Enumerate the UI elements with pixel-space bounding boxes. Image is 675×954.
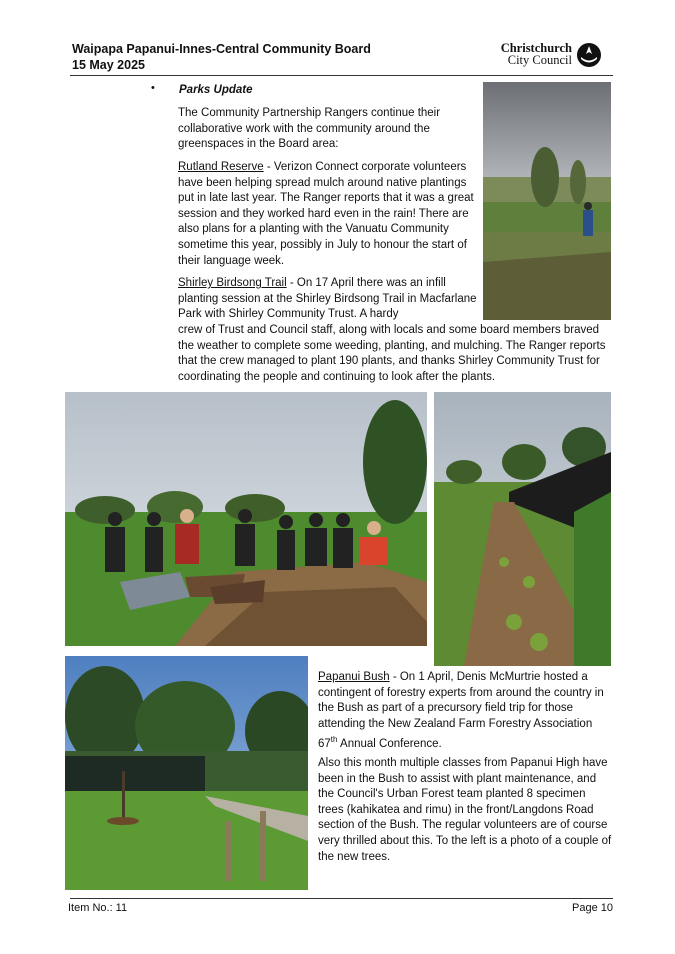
volunteers-group-photo xyxy=(65,392,427,646)
shirley-paragraph-continued: crew of Trust and Council staff, along with locals and some board members braved the weather to complete some weeding, planting, and mulching. The Ranger reports that the crew managed to plant 190 plants, and thanks Shirley Community Trust for coordinating the people and continuing to look after the plants. xyxy=(178,324,606,383)
header-title-block xyxy=(72,41,432,73)
papanui-title: Papanui Bush xyxy=(318,671,390,683)
intro-paragraph: The Community Partnership Rangers continue their collaborative work with the community around the greenspaces in the Board area: xyxy=(178,107,441,151)
papanui-text-post: Annual Conference. xyxy=(337,738,442,751)
board-name: Waipapa Papanui-Innes-Central Community Board xyxy=(72,42,371,56)
section-heading: Parks Update xyxy=(179,84,253,96)
header-rule xyxy=(70,75,613,76)
birdsong-trail-photo xyxy=(434,392,611,666)
papanui-paragraph-2: Also this month multiple classes from Papanui High have been in the Bush to assist with plant maintenance, and the Council's Urban Forest team planted 8 specimen trees (kahikatea and rimu) in the front/Langdons Road section of the Bush. The regular volunteers are of course very thrilled about this. To the left is a photo of a couple of the new trees. xyxy=(318,757,612,863)
footer-rule xyxy=(70,898,613,899)
rutland-text: - Verizon Connect corporate volunteers have been helping spread mulch around native plantings put in late last year. The Ranger reports that it was a great session and they worked hard even in the rain! There are also plans for a planting with the Vanuatu Community sometime this year, possibly in July to honour the start of their language week. xyxy=(178,161,474,267)
papanui-bush-photo xyxy=(65,656,308,890)
shirley-title: Shirley Birdsong Trail xyxy=(178,277,287,289)
logo-line1: Christchurch xyxy=(500,41,572,55)
rutland-paragraph xyxy=(178,160,478,269)
item-number: Item No.: 11 xyxy=(68,902,128,914)
bullet-marker: • xyxy=(151,82,155,94)
shirley-text-narrow: - On 17 April there was an infill planting session at the Shirley Birdsong Trail in Macfarlane Park with Shirley Community Trust. A hardy xyxy=(178,277,477,321)
page-number: Page 10 xyxy=(572,902,613,914)
papanui-text-pre: - On 1 April, Denis McMurtrie hosted a contingent of forestry experts from around the country in the Bush as part of a precursory field trip for those attending the New Zealand Farm Forestry Association 67 xyxy=(318,671,604,751)
papanui-ordinal-sup: th xyxy=(330,735,338,745)
rutland-reserve-photo xyxy=(483,82,611,320)
council-logo xyxy=(497,42,602,68)
rutland-title: Rutland Reserve xyxy=(178,161,264,173)
papanui-paragraph xyxy=(318,670,613,753)
logo-line2: City Council xyxy=(507,53,572,67)
council-emblem-icon xyxy=(576,42,602,68)
shirley-paragraph-start xyxy=(178,276,480,323)
meeting-date: 15 May 2025 xyxy=(72,58,145,72)
